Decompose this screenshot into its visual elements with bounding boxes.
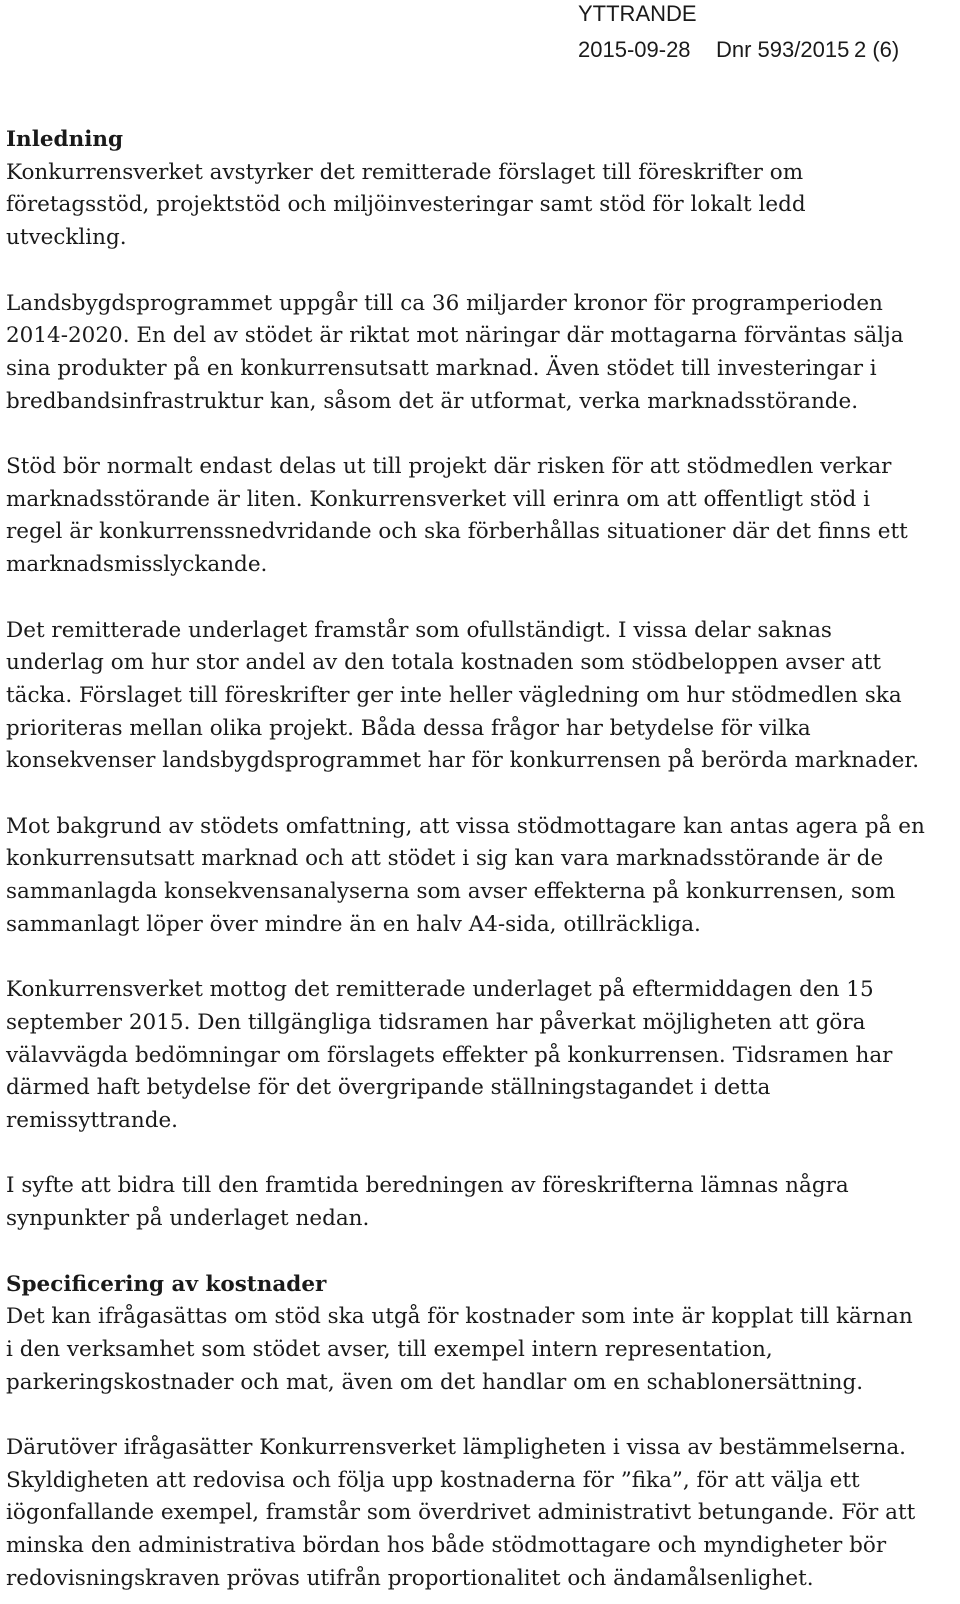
paragraph: Det kan ifrågasättas om stöd ska utgå för kostnader som inte är kopplat till kärnan i den verksamhet som stödet avser, till exempel intern representation, parkeringskostnader och mat, även om det handlar om en schablonersättning. xyxy=(6,1304,913,1395)
paragraph: I syfte att bidra till den framtida beredningen av föreskrifterna lämnas några synpunkter på underlaget nedan. xyxy=(6,1173,849,1232)
paragraph: Mot bakgrund av stödets omfattning, att vissa stödmottagare kan antas agera på en konkurrensutsatt marknad och att stödet i sig kan vara marknadsstörande är de sammanlagda konsekvensanalyserna som avser effekterna på konkurrensen, som sammanlagt löper över mindre än en halv A4-sida, otillräckliga. xyxy=(6,813,925,937)
section-inledning xyxy=(6,124,926,1236)
paragraph: Stöd bör normalt endast delas ut till projekt där risken för att stödmedlen verkar marknadsstörande är liten. Konkurrensverket vill erinra om att offentligt stöd i regel är konkurrenssnedvridande och ska förberhållas situationer där det finns ett marknadsmisslyckande. xyxy=(6,454,908,578)
document-date: 2015-09-28 xyxy=(578,37,691,62)
document-meta xyxy=(578,34,900,66)
paragraph: Konkurrensverket avstyrker det remitterade förslaget till föreskrifter om företagsstöd, projektstöd och miljöinvesteringar samt stöd för lokalt ledd utveckling. xyxy=(6,159,806,251)
paragraph: Därutöver ifrågasätter Konkurrensverket lämpligheten i vissa av bestämmelserna. Skyldigheten att redovisa och följa upp kostnaderna för ”fika”, för att välja ett iögonfallande exempel, framstår som överdrivet administrativt betungande. För att minska den administrativa bördan hos både stödmottagare och myndigheter bör redovisningskraven prövas utifrån proportionalitet och ändamålsenlighet. xyxy=(6,1435,916,1591)
paragraph: Landsbygdsprogrammet uppgår till ca 36 miljarder kronor för programperioden 2014-2020. En del av stödet är riktat mot näringar där mottagarna förväntas sälja sina produkter på en konkurrensutsatt marknad. Även stödet till investeringar i bredbandsinfrastruktur kan, såsom det är utformat, verka marknadsstörande. xyxy=(6,290,904,414)
page-number: 2 (6) xyxy=(854,37,900,62)
document-type: YTTRANDE xyxy=(578,1,697,26)
section-heading: Inledning xyxy=(6,127,124,152)
paragraph: Det remitterade underlaget framstår som ofullständigt. I vissa delar saknas underlag om hur stor andel av den totala kostnaden som stödbeloppen avser att täcka. Förslaget till föreskrifter ger inte heller vägledning om hur stödmedlen ska prioriteras mellan olika projekt. Båda dessa frågor har betydelse för vilka konsekvenser landsbygdsprogrammet har för konkurrensen på berörda marknader. xyxy=(6,617,920,774)
section-specificering xyxy=(6,1269,926,1596)
document-body xyxy=(6,124,926,1596)
document-number: Dnr 593/2015 xyxy=(716,37,850,62)
section-heading: Specificering av kostnader xyxy=(6,1271,327,1297)
paragraph: Konkurrensverket mottog det remitterade underlaget på eftermiddagen den 15 september 2015. Den tillgängliga tidsramen har påverkat möjligheten att göra välavvägda bedömningar om förslagets effekter på konkurrensen. Tidsramen har därmed haft betydelse för det övergripande ställningstagandet i detta remissyttrande. xyxy=(6,977,893,1134)
